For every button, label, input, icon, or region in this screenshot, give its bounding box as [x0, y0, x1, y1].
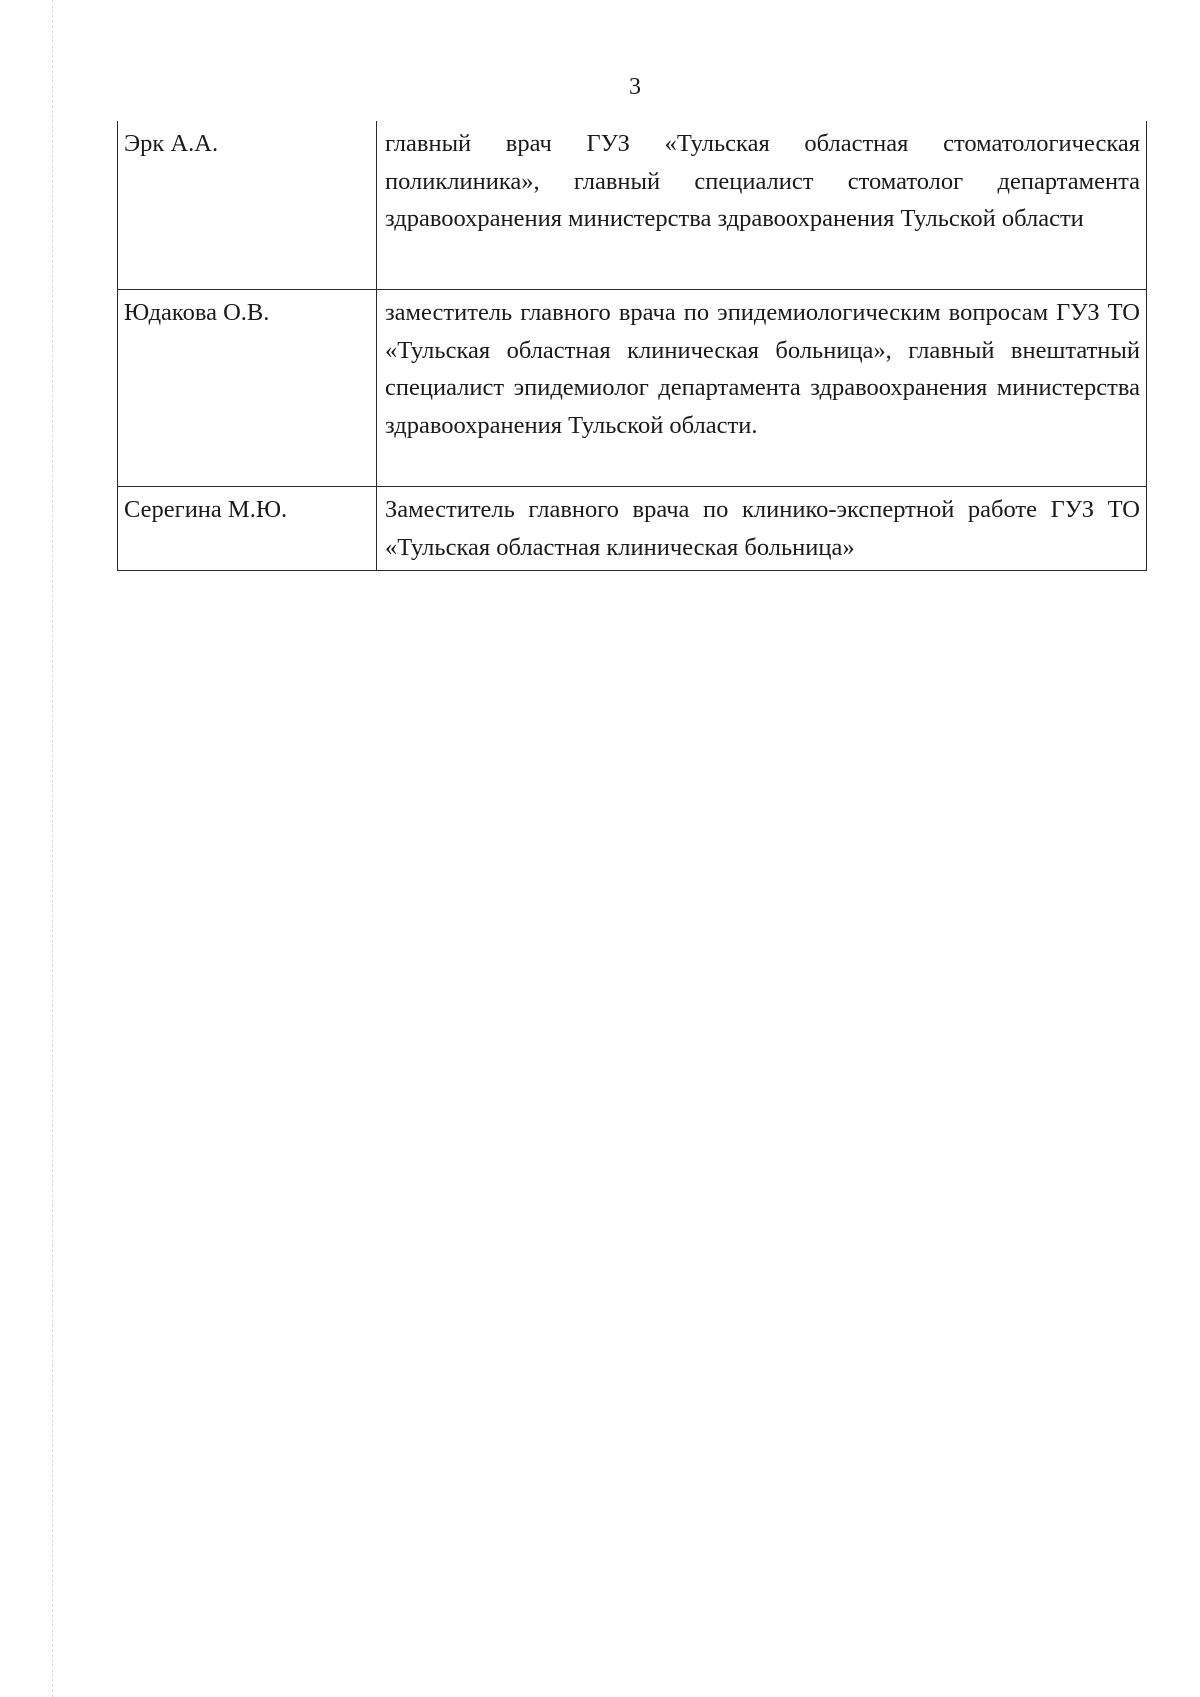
table-row: [118, 290, 1147, 487]
table-row: [118, 487, 1147, 571]
member-role: главный врач ГУЗ «Тульская областная стоматологическая поликлиника», главный специалист стоматолог департамента здравоохранения министерства здравоохранения Тульской области: [377, 121, 1147, 290]
table-row: [118, 121, 1147, 290]
members-table: [117, 121, 1147, 571]
member-name: Юдакова О.В.: [118, 290, 377, 487]
member-role: Заместитель главного врача по клинико-экспертной работе ГУЗ ТО «Тульская областная клиническая больница»: [377, 487, 1147, 571]
page-number: 3: [629, 74, 641, 100]
member-role: заместитель главного врача по эпидемиологическим вопросам ГУЗ ТО «Тульская областная клиническая больница», главный внештатный специалист эпидемиолог департамента здравоохранения министерства здравоохранения Тульской области.: [377, 290, 1147, 487]
member-name: Серегина М.Ю.: [118, 487, 377, 571]
scan-edge-line: [52, 0, 53, 1697]
member-name: Эрк А.А.: [118, 121, 377, 290]
